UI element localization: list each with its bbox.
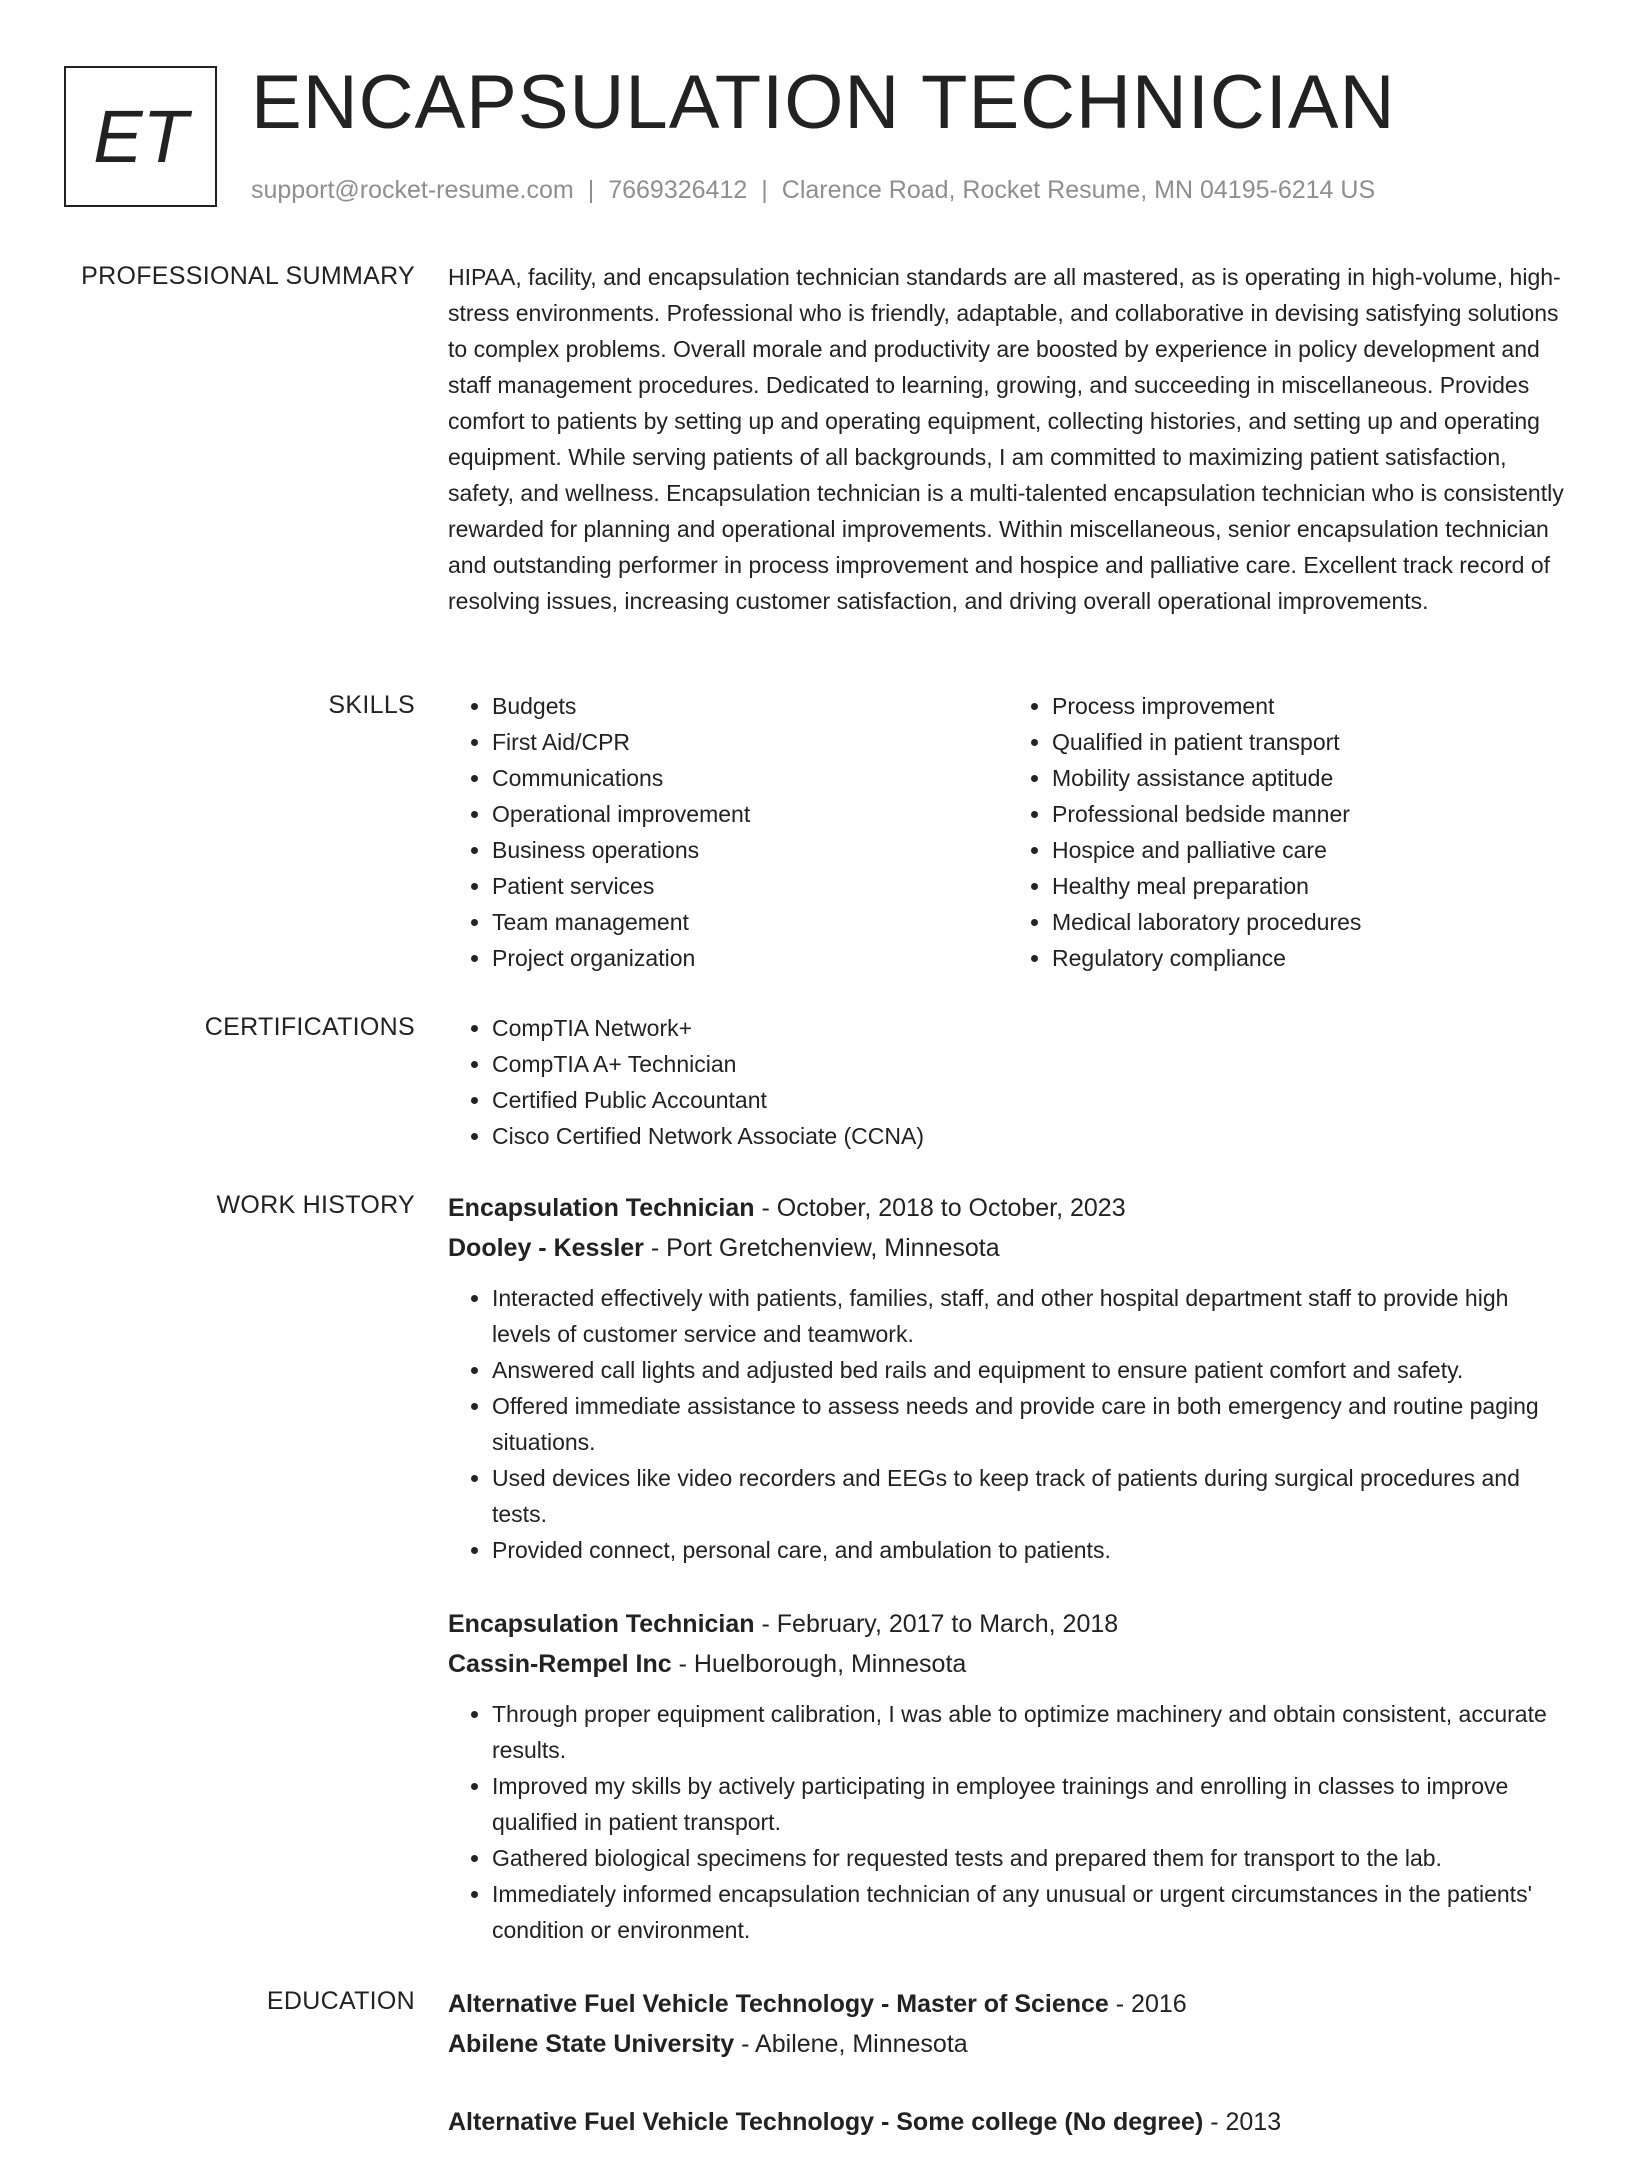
skill-item: • Hospice and palliative care (1052, 832, 1568, 868)
job-title-line (448, 1188, 1568, 1228)
work-history-body (448, 1188, 1568, 1964)
job-title-line (448, 1604, 1568, 1644)
certifications-list (448, 1010, 1568, 1154)
skills-columns (448, 688, 1568, 976)
education-degree: Alternative Fuel Vehicle Technology - Master of Science (448, 1990, 1109, 2018)
skill-item: • Business operations (492, 832, 1008, 868)
job-bullet: • Gathered biological specimens for requested tests and prepared them for transport to the lab. (492, 1840, 1568, 1876)
skill-item: • Budgets (492, 688, 1008, 724)
skill-item: • Process improvement (1052, 688, 1568, 724)
skill-item: • Professional bedside manner (1052, 796, 1568, 832)
section-label: PROFESSIONAL SUMMARY (81, 262, 415, 290)
section-label: CERTIFICATIONS (204, 1013, 415, 1041)
job-bullet: • Offered immediate assistance to assess needs and provide care in both emergency and routine paging situations. (492, 1388, 1568, 1460)
section-label: WORK HISTORY (216, 1191, 415, 1219)
certification-item: • CompTIA A+ Technician (492, 1046, 1568, 1082)
job-company: Cassin-Rempel Inc (448, 1650, 672, 1678)
contact-address: Clarence Road, Rocket Resume, MN 04195-6214 US (781, 176, 1376, 204)
section-label: SKILLS (328, 691, 415, 719)
job-dates: - February, 2017 to March, 2018 (754, 1610, 1119, 1638)
contact-separator: | (761, 176, 768, 204)
certification-item: • Certified Public Accountant (492, 1082, 1568, 1118)
contact-line (251, 176, 1375, 205)
job-dates: - October, 2018 to October, 2023 (754, 1194, 1126, 1222)
job-entry (448, 1188, 1568, 1568)
education-school-line (448, 2024, 1568, 2064)
skill-item: • Communications (492, 760, 1008, 796)
skill-item: • Medical laboratory procedures (1052, 904, 1568, 940)
education-degree: Alternative Fuel Vehicle Technology - Some college (No degree) (448, 2108, 1204, 2136)
skill-item: • Regulatory compliance (1052, 940, 1568, 976)
education-location: - Abilene, Minnesota (734, 2030, 968, 2058)
job-bullet: • Improved my skills by actively participating in employee trainings and enrolling in classes to improve qualified in patient transport. (492, 1768, 1568, 1840)
skill-item: • Operational improvement (492, 796, 1008, 832)
job-location: - Huelborough, Minnesota (671, 1650, 967, 1678)
skill-item: • First Aid/CPR (492, 724, 1008, 760)
job-bullet: • Provided connect, personal care, and ambulation to patients. (492, 1532, 1568, 1568)
job-entry (448, 1604, 1568, 1948)
certifications-body (448, 1010, 1568, 1154)
job-company-line (448, 1644, 1568, 1684)
job-bullet: • Answered call lights and adjusted bed rails and equipment to ensure patient comfort and safety. (492, 1352, 1568, 1388)
education-school: Abilene State University (448, 2030, 735, 2058)
job-company: Dooley - Kessler (448, 1234, 644, 1262)
contact-email[interactable]: support@rocket-resume.com (251, 176, 574, 204)
job-title: Encapsulation Technician (448, 1194, 755, 1222)
job-bullet: • Used devices like video recorders and EEGs to keep track of patients during surgical procedures and tests. (492, 1460, 1568, 1532)
education-entry (448, 2102, 1568, 2142)
education-degree-line (448, 2102, 1568, 2142)
job-bullets (448, 1280, 1568, 1568)
job-bullet: • Immediately informed encapsulation technician of any unusual or urgent circumstances in the patients' condition or environment. (492, 1876, 1568, 1948)
job-location: - Port Gretchenview, Minnesota (643, 1234, 1000, 1262)
skills-list-left (448, 688, 1008, 976)
contact-phone[interactable]: 7669326412 (608, 176, 748, 204)
education-body (448, 1984, 1568, 2180)
skill-item: • Patient services (492, 868, 1008, 904)
skill-item: • Mobility assistance aptitude (1052, 760, 1568, 796)
education-entry (448, 1984, 1568, 2064)
education-degree-line (448, 1984, 1568, 2024)
resume-name: ENCAPSULATION TECHNICIAN (251, 60, 1396, 145)
skill-item: • Team management (492, 904, 1008, 940)
monogram: ET (64, 66, 217, 207)
skill-item: • Healthy meal preparation (1052, 868, 1568, 904)
education-year: - 2016 (1108, 1990, 1187, 2018)
job-company-line (448, 1228, 1568, 1268)
skill-item: • Qualified in patient transport (1052, 724, 1568, 760)
education-year: - 2013 (1203, 2108, 1282, 2136)
certification-item: • CompTIA Network+ (492, 1010, 1568, 1046)
job-bullet: • Interacted effectively with patients, families, staff, and other hospital department staff to provide high levels of customer service and teamwork. (492, 1280, 1568, 1352)
section-label: EDUCATION (266, 1987, 415, 2015)
job-bullet: • Through proper equipment calibration, I was able to optimize machinery and obtain consistent, accurate results. (492, 1696, 1568, 1768)
job-bullets (448, 1696, 1568, 1948)
contact-separator: | (587, 176, 595, 204)
summary-text: HIPAA, facility, and encapsulation technician standards are all mastered, as is operating in high-volume, high-stress environments. Professional who is friendly, adaptable, and collaborative in devising satisfying solutions to complex problems. Overall morale and productivity are boosted by experience in policy development and staff management procedures. Dedicated to learning, growing, and succeeding in miscellaneous. Provides comfort to patients by setting up and operating equipment, collecting histories, and setting up and operating equipment. While serving patients of all backgrounds, I am committed to maximizing patient satisfaction, safety, and wellness. Encapsulation technician is a multi-talented encapsulation technician who is consistently rewarded for planning and operational improvements. Within miscellaneous, senior encapsulation technician and outstanding performer in process improvement and hospice and palliative care. Excellent track record of resolving issues, increasing customer satisfaction, and driving overall operational improvements. (448, 264, 1564, 614)
skills-list-right (1008, 688, 1568, 976)
job-title: Encapsulation Technician (448, 1610, 755, 1638)
skill-item: • Project organization (492, 940, 1008, 976)
certification-item: • Cisco Certified Network Associate (CCNA) (492, 1118, 1568, 1154)
